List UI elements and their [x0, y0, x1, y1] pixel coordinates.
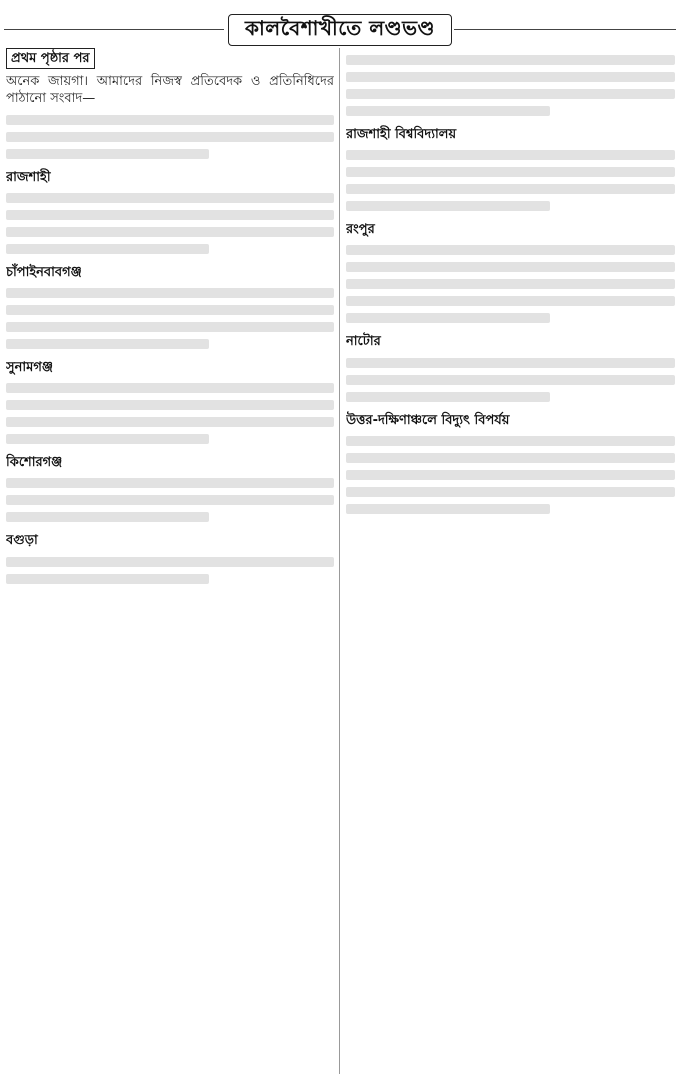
- section-head: রংপুর: [346, 222, 375, 238]
- article-column-left: [6, 48, 334, 1074]
- section-head: রাজশাহী বিশ্ববিদ্যালয়: [346, 127, 457, 142]
- headline-rule-left: [4, 29, 224, 30]
- section-head: রাজশাহী: [6, 169, 51, 185]
- section-head: চাঁপাইনবাবগঞ্জ: [6, 264, 82, 280]
- headline-box: [228, 14, 452, 46]
- section-head: উত্তর-দক্ষিণাঞ্চলে বিদ্যুৎ বিপর্যয়: [346, 412, 510, 428]
- lead-label: প্রথম পৃষ্ঠার পর: [6, 48, 95, 69]
- section-head: বগুড়া: [6, 533, 38, 549]
- article-column-right: [346, 48, 675, 1074]
- section-head: নাটোর: [346, 334, 381, 350]
- headline-rule-right: [454, 29, 676, 30]
- headline: কালবৈশাখীতে লণ্ডভণ্ড: [245, 15, 435, 40]
- top-strip: [0, 0, 681, 12]
- lead-text: অনেক জায়গা। আমাদের নিজস্ব প্রতিবেদক ও প্রতিনিধিদের পাঠানো সংবাদ—: [6, 74, 334, 107]
- column-divider: [339, 48, 340, 1074]
- section-head: কিশোরগঞ্জ: [6, 455, 63, 471]
- section-head: সুনামগঞ্জ: [6, 360, 53, 376]
